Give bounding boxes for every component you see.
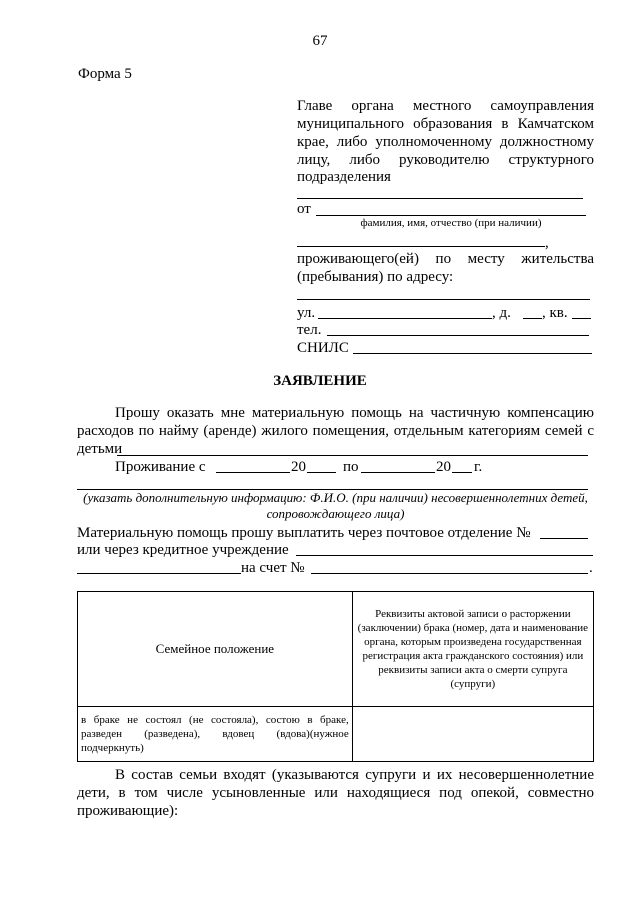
family-status-options-cell[interactable] (78, 707, 353, 762)
children-field[interactable] (117, 455, 588, 456)
year-suffix: г. (474, 459, 483, 475)
period: . (589, 560, 593, 576)
phone-label: тел. (297, 322, 322, 338)
payment-line-2: или через кредитное учреждение (77, 542, 289, 558)
date-to-field[interactable] (361, 472, 435, 473)
table-header-row (78, 592, 594, 707)
house-field[interactable] (523, 318, 542, 319)
table-row (78, 707, 594, 762)
flat-label: , кв. (542, 305, 568, 321)
year-prefix-2: 20 (436, 459, 451, 475)
family-status-options-line-3: подчеркнуть) (81, 742, 144, 754)
year-to-field[interactable] (452, 472, 472, 473)
address-field[interactable] (297, 299, 590, 300)
col-header-family-status: Семейное положение (78, 592, 353, 707)
family-composition-line-3: проживающие): (77, 803, 179, 819)
date-from-field[interactable] (216, 472, 290, 473)
comma: , (545, 235, 549, 251)
house-label: , д. (492, 305, 511, 321)
family-composition-line-1: В состав семьи входят (указываются супруги и их несовершеннолетние (115, 767, 594, 783)
blank-line-recipient[interactable] (297, 198, 583, 199)
note-line-1: (указать дополнительную информацию: Ф.И.О. (при наличии) несовершеннолетних детей, (83, 490, 588, 505)
document-title: ЗАЯВЛЕНИЕ (273, 373, 367, 389)
residence-line-1: проживающего(ей) по месту жительства (297, 251, 594, 267)
addressee-line-5: подразделения (297, 169, 391, 185)
addressee-line-2: муниципального образования в Камчатском (297, 116, 594, 132)
snils-label: СНИЛС (297, 340, 349, 356)
street-label: ул. (297, 305, 316, 321)
fio-field-continued[interactable] (297, 246, 545, 247)
addressee-line-4: лицу, либо руководителю структурного (297, 152, 594, 168)
payment-line-1: Материальную помощь прошу выплатить через почтовое отделение № (77, 525, 531, 541)
street-field[interactable] (318, 318, 492, 319)
act-record-details-cell[interactable] (352, 707, 593, 762)
phone-field[interactable] (327, 335, 589, 336)
addressee-line-3: крае, либо уполномоченному должностному (297, 134, 594, 150)
note-line-2: сопровождающего лица) (266, 506, 405, 521)
form-label: Форма 5 (78, 66, 132, 82)
family-status-options-line-1: в браке не состоял (не состояла), состою в браке, (81, 714, 349, 726)
flat-field[interactable] (572, 318, 591, 319)
col-header-act-record-details: Реквизиты актовой записи о расторжении (заключении) брака (номер, дата и наименование органа, которым произведена государственная регистрация акта гражданского состояния) или реквизиты записи акта о смерти супруга (супруги) (352, 592, 593, 707)
family-status-table (77, 591, 594, 762)
account-label: на счет № (241, 560, 305, 576)
to-word: по (343, 459, 359, 475)
year-prefix-1: 20 (291, 459, 306, 475)
family-status-options-line-2: разведен (разведена), вдовец (вдова)(нужное (81, 728, 349, 740)
request-line-1: Прошу оказать мне материальную помощь на частичную компенсацию (115, 405, 594, 421)
fio-caption: фамилия, имя, отчество (при наличии) (360, 217, 542, 229)
post-office-number-field[interactable] (540, 538, 588, 539)
addressee-line-1: Главе органа местного самоуправления (297, 98, 594, 114)
snils-field[interactable] (353, 353, 592, 354)
account-number-field[interactable] (311, 573, 588, 574)
credit-institution-field-continued[interactable] (77, 573, 241, 574)
residence-line-2: (пребывания) по адресу: (297, 269, 454, 285)
family-composition-line-2: дети, в том числе усыновленные или находящиеся под опекой, совместно (77, 785, 594, 801)
year-from-field[interactable] (307, 472, 336, 473)
page-number: 67 (312, 33, 328, 49)
request-line-3: детьми (77, 441, 123, 457)
from-prefix: от (297, 201, 311, 217)
residence-prefix: Проживание с (115, 459, 206, 475)
request-line-2: расходов по найму (аренде) жилого помещения, отдельным категориям семей с (77, 423, 594, 439)
credit-institution-field[interactable] (296, 555, 593, 556)
